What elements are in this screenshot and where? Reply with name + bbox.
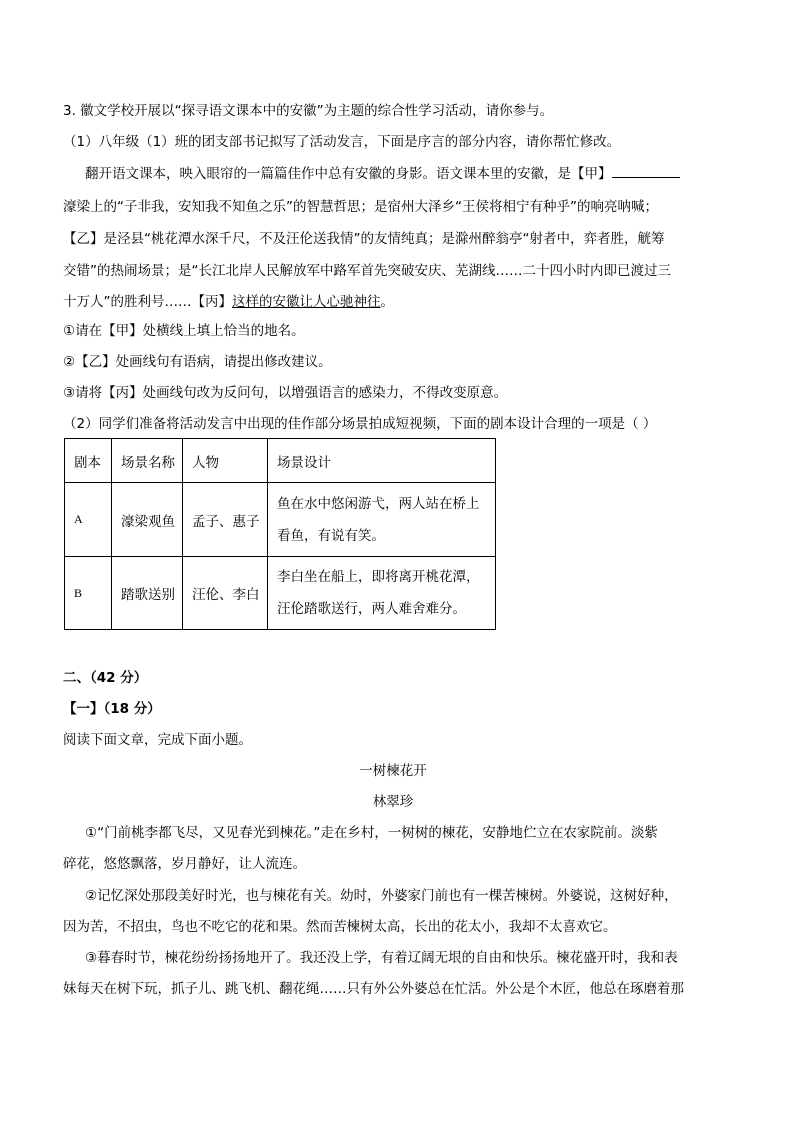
paragraph-3-line-1: ③暮春时节，楝花纷纷扬扬地开了。我还没上学，有着辽阔无垠的自由和快乐。楝花盛开时，我和表 [85, 950, 678, 966]
task-1: ①请在【甲】处横线上填上恰当的地名。 [63, 323, 305, 339]
row-a-design-line-2: 看鱼，有说有笑。 [277, 527, 385, 544]
table-header-row [65, 439, 496, 483]
table-row [65, 557, 496, 630]
row-a-people: 孟子、惠子 [183, 483, 268, 557]
underlined-sentence-bing: 这样的安徽让人心驰神往 [232, 294, 381, 310]
header-scene-design: 场景设计 [268, 439, 496, 483]
script-table [64, 438, 496, 630]
section-2-heading: 二、（42 分） [63, 670, 148, 686]
preface-line-1 [85, 164, 745, 184]
paragraph-1-line-2: 碎花，悠悠飘落，岁月静好，让人流连。 [63, 856, 306, 872]
task-3: ③请将【丙】处画线句改为反问句，以增强语言的感染力，不得改变原意。 [63, 385, 508, 401]
row-b-scene: 踏歌送别 [112, 557, 183, 630]
preface-line-3: 【乙】是泾县“桃花潭水深千尺，不及汪伦送我情”的友情纯真；是滁州醉翁亭“射者中，弈者胜，觥筹 [63, 231, 665, 247]
paragraph-3-line-2: 妹每天在树下玩，抓子儿、跳飞机、翻花绳……只有外公外婆总在忙活。外公是个木匠，他总在琢磨着那 [63, 981, 684, 997]
paragraph-1-line-1: ①“门前桃李都飞尽，又见春光到楝花。”走在乡村，一树树的楝花，安静地伫立在农家院前。淡紫 [85, 825, 658, 841]
preface-line-5-text: 十万人”的胜利号……【丙】 [63, 294, 232, 310]
row-b-id: B [65, 557, 112, 630]
row-b-design [268, 557, 496, 630]
row-b-design-line-2: 汪伦踏歌送行，两人难舍难分。 [277, 601, 466, 617]
question-3-part-2: （2）同学们准备将活动发言中出现的佳作部分场景拍成短视频，下面的剧本设计合理的一项是（ ） [63, 416, 657, 432]
paragraph-2-line-2: 因为苦，不招虫，鸟也不吃它的花和果。然而苦楝树太高，长出的花太小，我却不太喜欢它。 [63, 919, 617, 935]
header-script: 剧本 [65, 439, 112, 483]
paragraph-2-line-1: ②记忆深处那段美好时光，也与楝花有关。幼时，外婆家门前也有一棵苦楝树。外婆说，这树好种， [85, 888, 678, 904]
article-author: 林翠珍 [372, 794, 414, 810]
article-title: 一树楝花开 [359, 763, 427, 779]
row-b-design-line-1: 李白坐在船上，即将离开桃花潭， [277, 569, 480, 585]
row-a-scene: 濠梁观鱼 [112, 483, 183, 557]
question-3-title: 3. 徽文学校开展以“探寻语文课本中的安徽”为主题的综合性学习活动，请你参与。 [63, 103, 554, 119]
row-b-people: 汪伦、李白 [183, 557, 268, 630]
preface-line-5: 十万人”的胜利号……【丙】这样的安徽让人心驰神往。 [63, 294, 394, 310]
row-a-design-line-1: 鱼在水中悠闲游弋，两人站在桥上 [277, 495, 480, 512]
preface-line-1-text: 翻开语文课本，映入眼帘的一篇篇佳作中总有安徽的身影。语文课本里的安徽，是【甲】 [85, 166, 612, 182]
row-a-id: A [65, 483, 112, 557]
header-scene-name: 场景名称 [112, 439, 183, 483]
blank-line-jia[interactable] [612, 165, 680, 178]
section-2-sub-heading: 【一】（18 分） [63, 701, 161, 717]
preface-line-2: 濠梁上的“子非我，安知我不知鱼之乐”的智慧哲思；是宿州大泽乡“王侯将相宁有种乎”的响亮呐喊； [63, 199, 658, 215]
question-3-part-1: （1）八年级（1）班的团支部书记拟写了活动发言，下面是序言的部分内容，请你帮忙修改。 [63, 134, 621, 150]
reading-instruction: 阅读下面文章，完成下面小题。 [63, 732, 252, 748]
preface-line-4: 交错”的热闹场景；是“长江北岸人民解放军中路军首先突破安庆、芜湖线……二十四小时内即已渡过三 [63, 263, 671, 279]
task-2: ②【乙】处画线句有语病，请提出修改建议。 [63, 354, 332, 370]
table-row [65, 483, 496, 557]
header-people: 人物 [183, 439, 268, 483]
row-a-design [268, 483, 496, 557]
